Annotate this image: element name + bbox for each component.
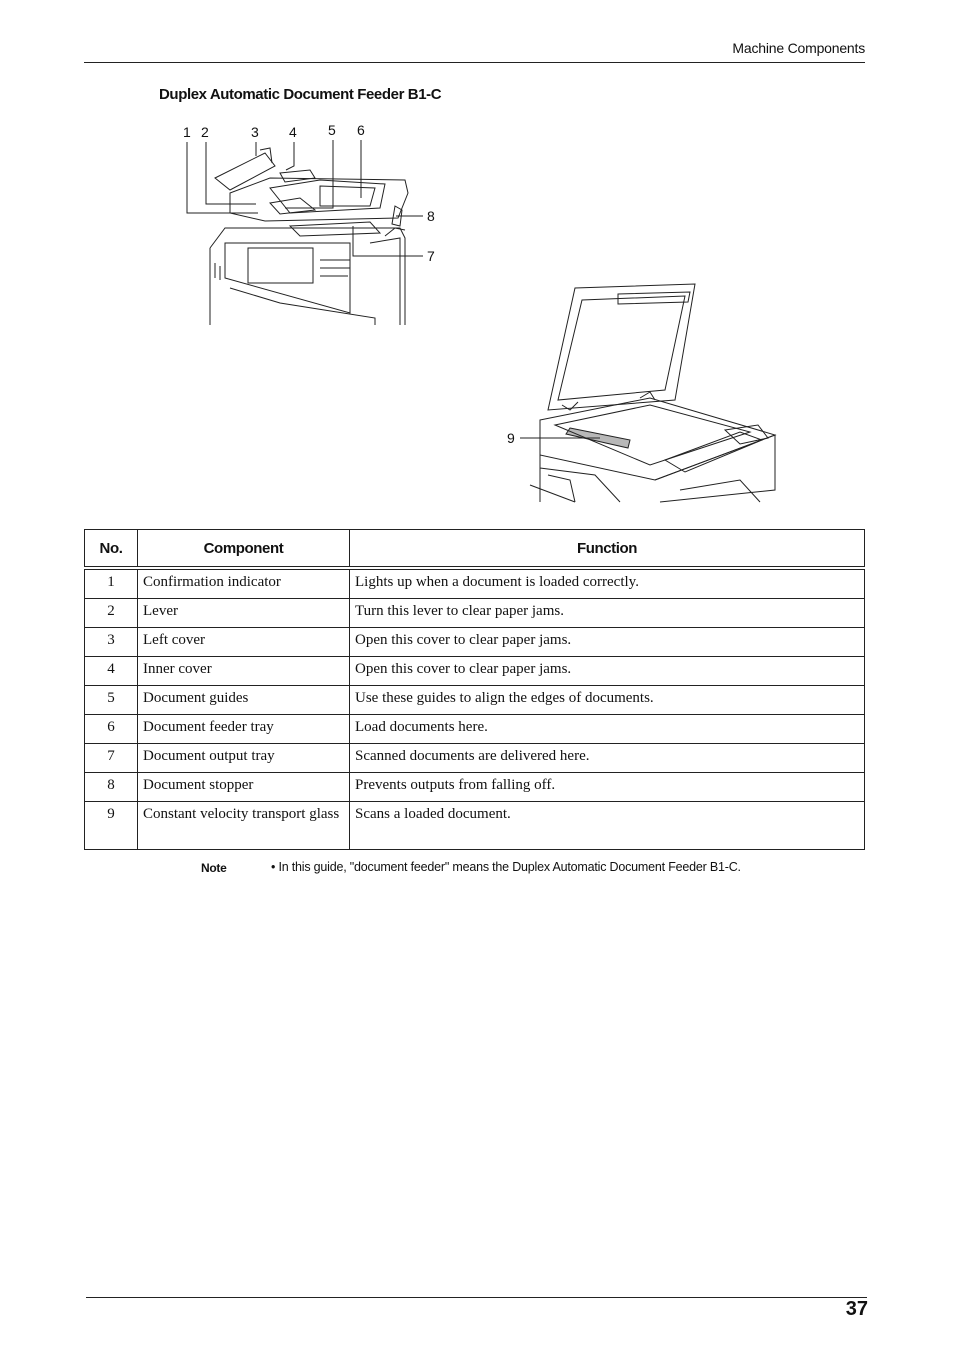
row-component: Document feeder tray — [138, 715, 350, 744]
row-component: Left cover — [138, 628, 350, 657]
footer-rule — [86, 1297, 867, 1298]
row-no: 4 — [85, 657, 138, 686]
table-header-row — [85, 530, 865, 569]
callout-2: 2 — [201, 124, 209, 140]
platen-glass-illustration — [500, 280, 790, 505]
row-no: 6 — [85, 715, 138, 744]
row-function: Open this cover to clear paper jams. — [350, 657, 865, 686]
row-no: 3 — [85, 628, 138, 657]
section-title: Duplex Automatic Document Feeder B1-C — [159, 86, 442, 103]
row-component: Document guides — [138, 686, 350, 715]
page-number: 37 — [845, 1298, 868, 1320]
callout-1: 1 — [183, 124, 191, 140]
table-row — [85, 599, 865, 628]
table-row — [85, 657, 865, 686]
table-row — [85, 773, 865, 802]
callout-3: 3 — [251, 124, 259, 140]
components-table — [84, 529, 865, 850]
row-component: Constant velocity transport glass — [138, 802, 350, 850]
row-component: Document stopper — [138, 773, 350, 802]
table-row — [85, 628, 865, 657]
callout-4: 4 — [289, 124, 297, 140]
header-rule — [84, 62, 865, 63]
row-function: Prevents outputs from falling off. — [350, 773, 865, 802]
callout-7: 7 — [427, 248, 435, 264]
table-row — [85, 744, 865, 773]
table-row — [85, 715, 865, 744]
document-feeder-illustration — [170, 118, 450, 328]
row-component: Lever — [138, 599, 350, 628]
row-component: Confirmation indicator — [138, 568, 350, 599]
row-no: 7 — [85, 744, 138, 773]
note-text: • In this guide, "document feeder" means the Duplex Automatic Document Feeder B1-C. — [271, 860, 741, 874]
row-function: Open this cover to clear paper jams. — [350, 628, 865, 657]
row-no: 8 — [85, 773, 138, 802]
running-header: Machine Components — [732, 40, 865, 56]
row-function: Use these guides to align the edges of documents. — [350, 686, 865, 715]
callout-5: 5 — [328, 122, 336, 138]
row-function: Turn this lever to clear paper jams. — [350, 599, 865, 628]
row-no: 1 — [85, 568, 138, 599]
table-row — [85, 686, 865, 715]
row-function: Lights up when a document is loaded correctly. — [350, 568, 865, 599]
row-component: Inner cover — [138, 657, 350, 686]
row-function: Scans a loaded document. — [350, 802, 865, 850]
row-component: Document output tray — [138, 744, 350, 773]
header-component: Component — [138, 530, 350, 569]
callout-8: 8 — [427, 208, 435, 224]
row-no: 5 — [85, 686, 138, 715]
note-label: Note — [201, 861, 227, 875]
table-row — [85, 802, 865, 850]
header-function: Function — [350, 530, 865, 569]
callout-6: 6 — [357, 122, 365, 138]
row-function: Load documents here. — [350, 715, 865, 744]
table-row — [85, 568, 865, 599]
row-no: 2 — [85, 599, 138, 628]
header-no: No. — [85, 530, 138, 569]
row-no: 9 — [85, 802, 138, 850]
row-function: Scanned documents are delivered here. — [350, 744, 865, 773]
callout-9: 9 — [507, 430, 515, 446]
